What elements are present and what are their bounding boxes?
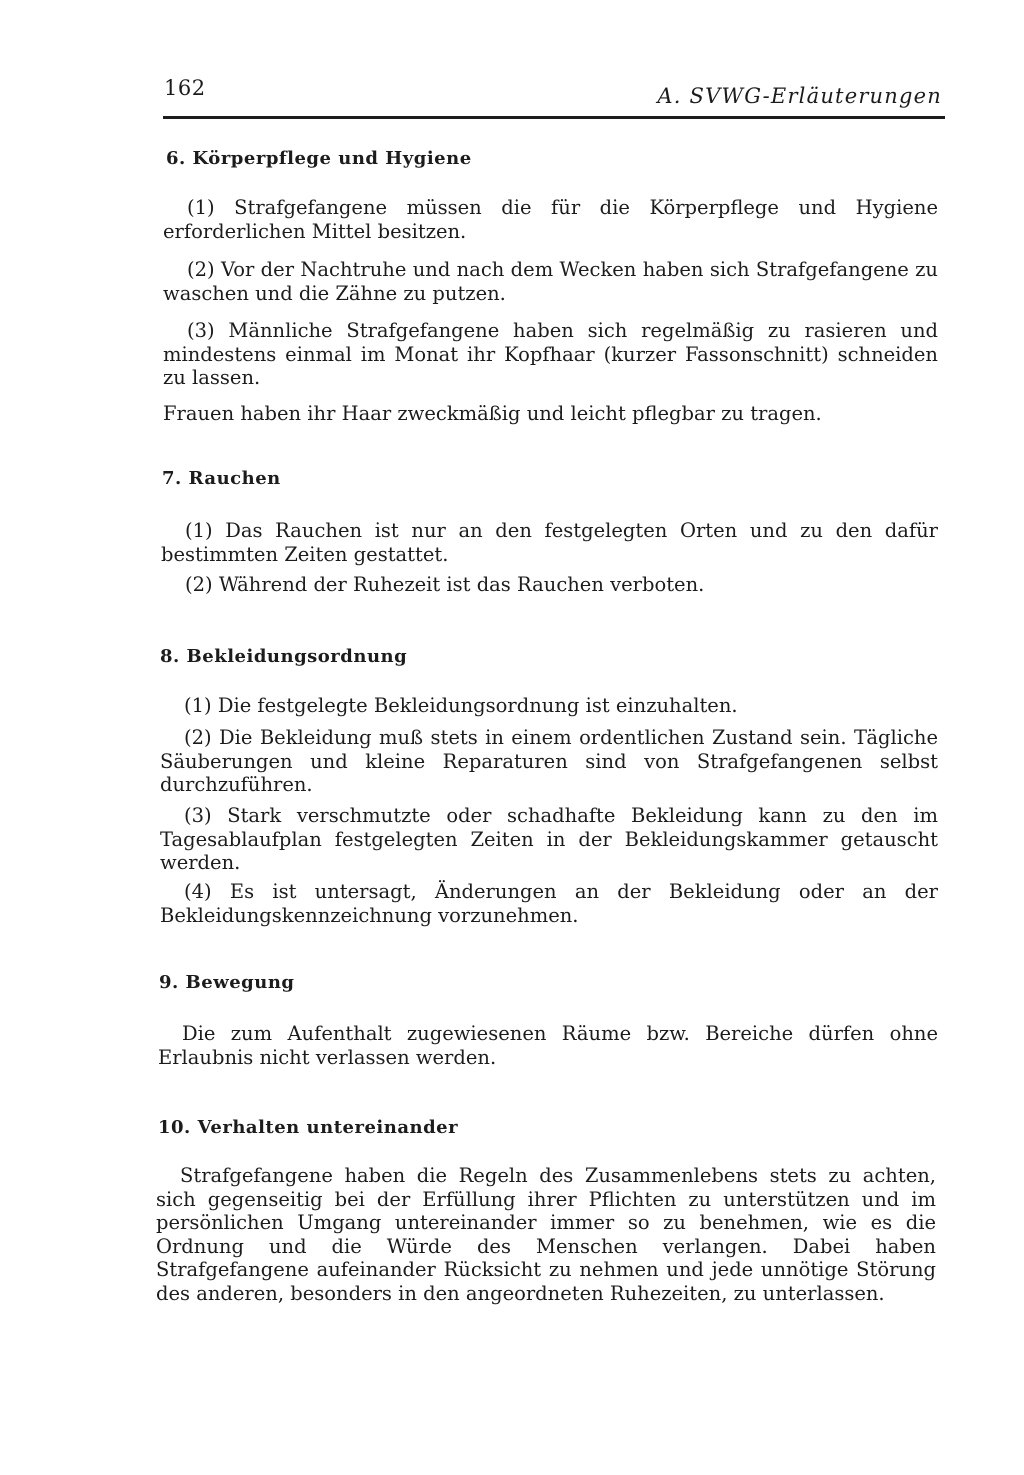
paragraph: Frauen haben ihr Haar zweckmäßig und leicht pflegbar zu tragen. (163, 402, 822, 425)
section-heading-bewegung: 9. Bewegung (159, 972, 295, 993)
paragraph: (3) Stark verschmutzte oder schadhafte Bekleidung kann zu den im Tagesablaufplan festgelegten Zeiten in der Bekleidungskammer getauscht werden. (160, 804, 938, 874)
section-heading-rauchen: 7. Rauchen (162, 468, 281, 489)
header-rule (163, 116, 945, 119)
paragraph: (2) Die Bekleidung muß stets in einem ordentlichen Zustand sein. Tägliche Säuberungen und kleine Reparaturen sind von Strafgefangenen selbst durchzuführen. (160, 726, 938, 796)
paragraph: Die zum Aufenthalt zugewiesenen Räume bzw. Bereiche dürfen ohne Erlaubnis nicht verlassen werden. (158, 1022, 938, 1069)
paragraph: (1) Die festgelegte Bekleidungsordnung ist einzuhalten. (184, 694, 738, 717)
paragraph: (1) Strafgefangene müssen die für die Körperpflege und Hygiene erforderlichen Mittel besitzen. (163, 196, 938, 243)
paragraph: (1) Das Rauchen ist nur an den festgelegten Orten und zu den dafür bestimmten Zeiten gestattet. (161, 519, 938, 566)
paragraph: (2) Während der Ruhezeit ist das Rauchen verboten. (185, 573, 705, 596)
paragraph: Strafgefangene haben die Regeln des Zusammenlebens stets zu achten, sich gegenseitig bei der Erfüllung ihrer Pflichten zu unterstützen und im persönlichen Umgang untereinander immer so zu benehmen, wie es die Ordnung und die Würde des Menschen verlangen. Dabei haben Strafgefangene aufeinander Rücksicht zu nehmen und jede unnötige Störung des anderen, besonders in den angeordneten Ruhezeiten, zu unterlassen. (156, 1164, 936, 1305)
paragraph: (2) Vor der Nachtruhe und nach dem Wecken haben sich Strafgefangene zu waschen und die Zähne zu putzen. (163, 258, 938, 305)
section-heading-verhalten-untereinander: 10. Verhalten untereinander (158, 1117, 459, 1138)
running-title: A. SVWG-Erläuterungen (657, 84, 942, 108)
page-number: 162 (164, 76, 206, 100)
paragraph: (3) Männliche Strafgefangene haben sich regelmäßig zu rasieren und mindestens einmal im Monat ihr Kopfhaar (kurzer Fassonschnitt) schneiden zu lassen. (163, 319, 938, 389)
section-heading-koerperpflege: 6. Körperpflege und Hygiene (166, 148, 472, 169)
paragraph: (4) Es ist untersagt, Änderungen an der Bekleidung oder an der Bekleidungskennzeichnung vorzunehmen. (160, 880, 938, 927)
section-heading-bekleidungsordnung: 8. Bekleidungsordnung (160, 646, 408, 667)
